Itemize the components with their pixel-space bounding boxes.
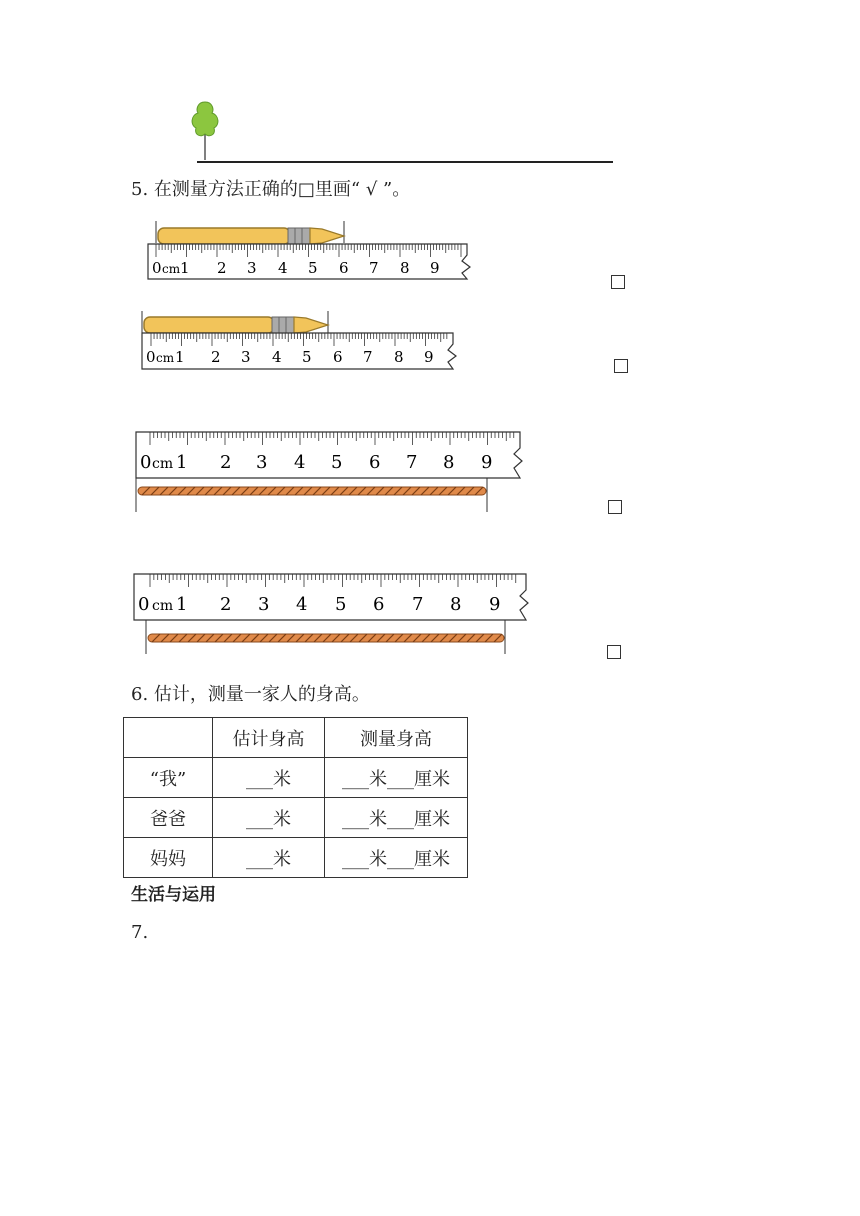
figure-crayon-ruler-1 xyxy=(140,215,480,294)
tree-icon xyxy=(192,102,218,160)
ruler-unit-label: cm xyxy=(152,456,174,472)
ruler-label-4: 4 xyxy=(294,452,306,473)
q5-text: 5. 在测量方法正确的□里画“ √ ”。 xyxy=(131,179,411,200)
rope-ruler-svg xyxy=(130,428,530,518)
crayon-ruler-svg xyxy=(140,215,480,290)
answer-checkbox-3[interactable] xyxy=(608,500,622,514)
q6-text: 6. 估计，测量一家人的身高。 xyxy=(131,684,370,705)
ruler-zero-label: 0 xyxy=(146,348,156,366)
ruler-label-9: 9 xyxy=(430,259,440,277)
ruler-label-4: 4 xyxy=(296,594,308,615)
ruler-label-2: 2 xyxy=(217,259,227,277)
ruler-label-1: 1 xyxy=(180,259,190,277)
ruler-label-9: 9 xyxy=(481,452,493,473)
ruler-label-8: 8 xyxy=(443,452,455,473)
ruler-label-5: 5 xyxy=(335,594,347,615)
table-header-cell: 估计身高 xyxy=(213,718,325,758)
crayon-icon xyxy=(144,317,328,333)
ruler-label-1: 1 xyxy=(176,452,188,473)
ruler-label-7: 7 xyxy=(363,348,373,366)
ruler-label-4: 4 xyxy=(278,259,288,277)
ruler-label-7: 7 xyxy=(406,452,418,473)
ruler-label-8: 8 xyxy=(450,594,462,615)
ruler-label-2: 2 xyxy=(220,594,232,615)
ruler-label-8: 8 xyxy=(394,348,404,366)
figure-rope-ruler-2 xyxy=(128,570,538,664)
table-header-row xyxy=(124,718,468,758)
ruler-zero-label: 0 xyxy=(140,452,152,473)
table-header-cell: 测量身高 xyxy=(325,718,468,758)
ruler-label-9: 9 xyxy=(424,348,434,366)
answer-checkbox-1[interactable] xyxy=(611,275,625,289)
figure-rope-ruler-1 xyxy=(130,428,530,522)
table-row xyxy=(124,838,468,878)
ruler-label-5: 5 xyxy=(331,452,343,473)
ruler-label-4: 4 xyxy=(272,348,282,366)
ruler-label-1: 1 xyxy=(175,348,185,366)
rope-icon xyxy=(138,487,486,495)
estimate-cell[interactable]: ___米 xyxy=(213,758,325,798)
ruler-label-3: 3 xyxy=(241,348,251,366)
ruler-label-6: 6 xyxy=(339,259,349,277)
ruler-zero-label: 0 xyxy=(138,594,150,615)
figure-crayon-ruler-2 xyxy=(135,305,465,384)
rope-icon xyxy=(148,634,504,642)
ruler-label-2: 2 xyxy=(211,348,221,366)
table-row xyxy=(124,798,468,838)
height-table xyxy=(123,717,468,878)
person-cell: “我” xyxy=(124,758,213,798)
ruler-label-2: 2 xyxy=(220,452,232,473)
estimate-cell[interactable]: ___米 xyxy=(213,838,325,878)
measure-cell[interactable]: ___米___厘米 xyxy=(325,758,468,798)
answer-checkbox-4[interactable] xyxy=(607,645,621,659)
crayon-icon xyxy=(158,228,344,244)
crayon-ruler-svg xyxy=(135,305,465,380)
ruler-label-7: 7 xyxy=(412,594,424,615)
measure-cell[interactable]: ___米___厘米 xyxy=(325,798,468,838)
estimate-cell[interactable]: ___米 xyxy=(213,798,325,838)
ruler-unit-label: cm xyxy=(156,351,175,365)
ruler-label-7: 7 xyxy=(369,259,379,277)
ruler-label-5: 5 xyxy=(308,259,318,277)
ruler-label-9: 9 xyxy=(489,594,501,615)
ruler-label-6: 6 xyxy=(369,452,381,473)
q7-text: 7. xyxy=(131,922,149,943)
answer-checkbox-2[interactable] xyxy=(614,359,628,373)
ruler-unit-label: cm xyxy=(152,598,174,614)
person-cell: 爸爸 xyxy=(124,798,213,838)
ruler-label-8: 8 xyxy=(400,259,410,277)
ruler-label-3: 3 xyxy=(247,259,257,277)
ruler-label-1: 1 xyxy=(176,594,188,615)
ruler-label-3: 3 xyxy=(258,594,270,615)
ruler-label-3: 3 xyxy=(256,452,268,473)
ruler-unit-label: cm xyxy=(162,262,181,276)
ruler-zero-label: 0 xyxy=(152,259,162,277)
section-title: 生活与运用 xyxy=(131,885,216,905)
ruler-label-5: 5 xyxy=(302,348,312,366)
tree-ground-illustration xyxy=(185,98,625,168)
rope-ruler-svg xyxy=(128,570,538,660)
table-row xyxy=(124,758,468,798)
table-header-cell xyxy=(124,718,213,758)
person-cell: 妈妈 xyxy=(124,838,213,878)
measure-cell[interactable]: ___米___厘米 xyxy=(325,838,468,878)
ruler-label-6: 6 xyxy=(333,348,343,366)
ruler-label-6: 6 xyxy=(373,594,385,615)
